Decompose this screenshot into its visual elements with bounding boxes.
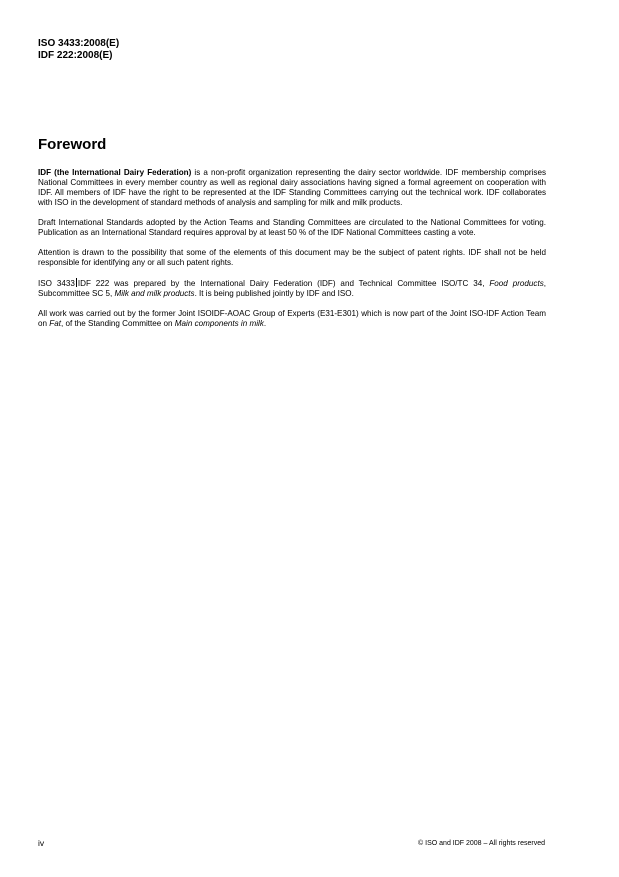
idf-intro-text: is a non-profit organization representing the dairy sector worldwide. IDF membership comprises National Committees in every member country as well as regional dairy associations having signed a formal agreement on cooperation with IDF. All members of IDF have the right to be represented at the IDF Standing Committees carrying out the technical work. IDF collaborates with ISO in the development of standard methods of analysis and sampling for milk and milk products. [38,168,546,207]
paragraph-idf-intro [38,168,546,208]
prepared-by-text: IDF 222 was prepared by the International Dairy Federation (IDF) and Technical Committee ISO/TC 34, [77,279,490,288]
paragraph-work [38,309,546,329]
main-components-italic: Main components in milk [174,319,264,328]
document-header [38,38,119,62]
work-text: All work was carried out by the former Joint ISOIDF-AOAC Group of Experts (E31-E301) which is now part of the Joint ISO-IDF Action Team on [38,309,546,328]
page-title: Foreword [38,136,107,153]
subcommittee-text: , Subcommittee SC 5, [38,279,546,298]
milk-products-italic: Milk and milk products [114,289,195,298]
standing-committee-text: , of the Standing Committee on [60,319,175,328]
page-number: iv [38,838,45,848]
period: . [263,319,267,328]
idf-name-bold: IDF (the International Dairy Federation) [38,168,192,177]
food-products-italic: Food products [489,279,544,288]
iso-number: ISO 3433 [38,279,75,288]
iso-designation: ISO 3433:2008(E) [38,38,120,49]
copyright-notice: © ISO and IDF 2008 – All rights reserved [418,840,545,847]
fat-italic: Fat [49,319,61,328]
published-jointly-text: . It is being published jointly by IDF and ISO. [194,289,354,298]
paragraph-patent: Attention is drawn to the possibility that some of the elements of this document may be the subject of patent rights. IDF shall not be held responsible for identifying any or all such patent rights. [38,248,546,267]
paragraph-voting: Draft International Standards adopted by the Action Teams and Standing Committees are circulated to the National Committees for voting. Publication as an International Standard requires approval by at least 50 % of the IDF National Committees casting a vote. [38,218,546,237]
separator-bar [76,278,77,287]
foreword-body [38,168,546,339]
idf-designation: IDF 222:2008(E) [38,50,113,61]
paragraph-prepared-by [38,278,546,299]
